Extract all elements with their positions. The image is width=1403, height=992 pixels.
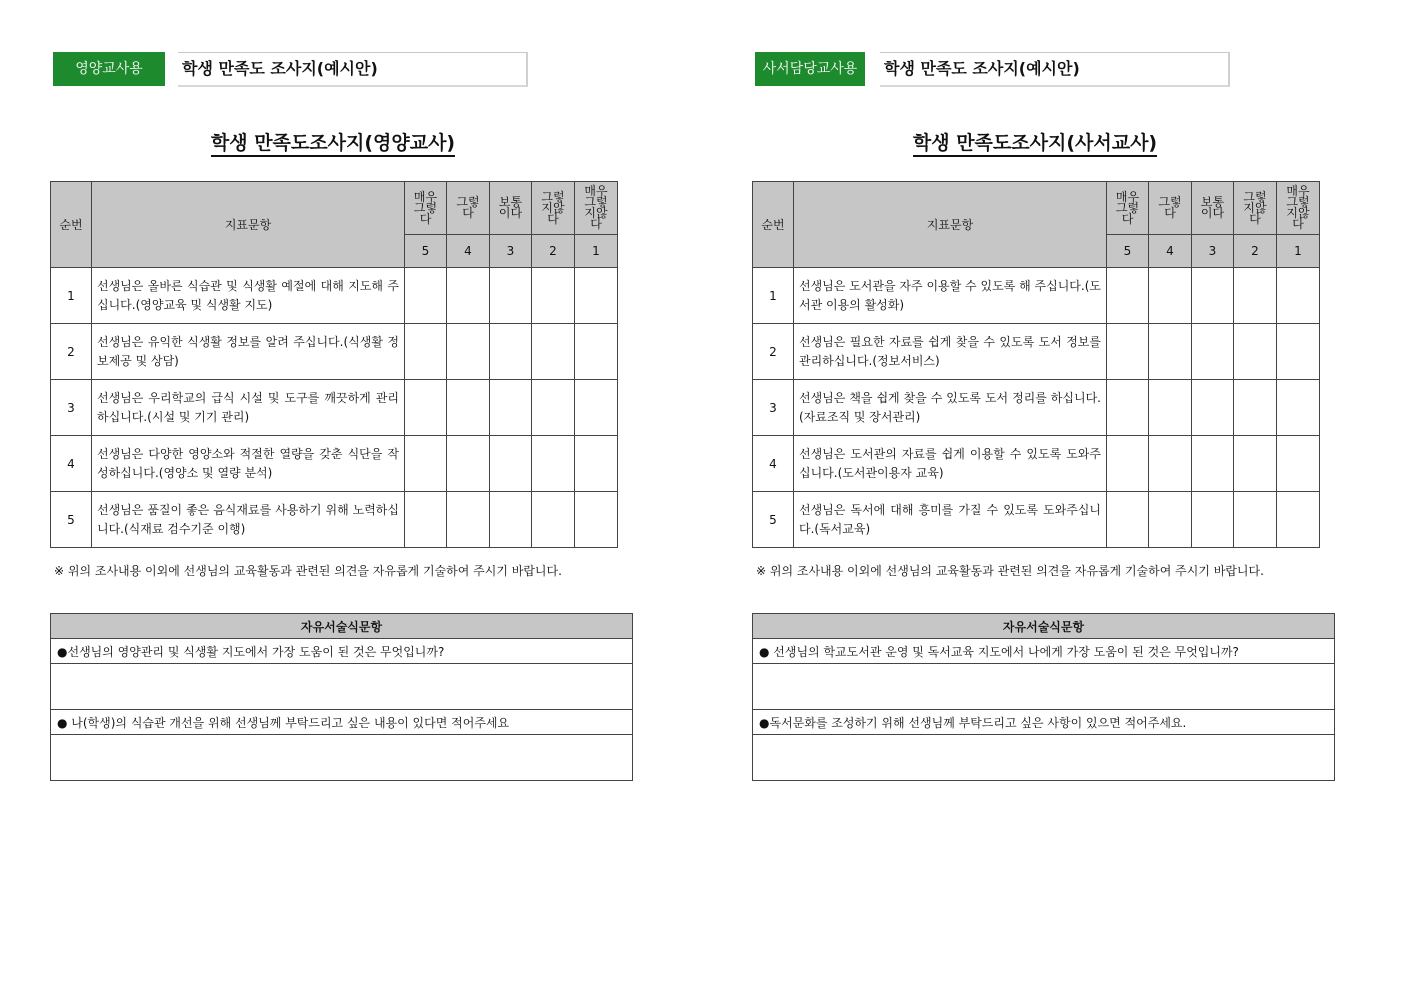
question-text: 선생님은 독서에 대해 흥미를 가질 수 있도록 도와주십니다.(독서교육) bbox=[794, 492, 1107, 548]
table-row bbox=[51, 436, 618, 492]
rating-cell[interactable] bbox=[1192, 380, 1234, 436]
scale-label: 그렇지않다 bbox=[532, 182, 575, 235]
table-row bbox=[753, 436, 1320, 492]
rating-cell[interactable] bbox=[575, 380, 618, 436]
rating-cell[interactable] bbox=[575, 492, 618, 548]
role-tag: 사서담당교사용 bbox=[755, 52, 865, 86]
row-number: 5 bbox=[51, 492, 92, 548]
instruction-note: ※ 위의 조사내용 이외에 선생님의 교육활동과 관련된 의견을 자유롭게 기술하여 주시기 바랍니다. bbox=[54, 564, 562, 578]
rating-cell[interactable] bbox=[1234, 436, 1277, 492]
question-text: 선생님은 올바른 식습관 및 식생활 예절에 대해 지도해 주십니다.(영양교육 및 식생활 지도) bbox=[92, 268, 405, 324]
question-text: 선생님은 책을 쉽게 찾을 수 있도록 도서 정리를 하십니다.(자료조직 및 장서관리) bbox=[794, 380, 1107, 436]
rating-cell[interactable] bbox=[405, 268, 447, 324]
scale-label: 보통이다 bbox=[1192, 182, 1234, 235]
col-header-no: 순번 bbox=[51, 182, 92, 268]
scale-value: 3 bbox=[490, 235, 532, 268]
role-tag: 영양교사용 bbox=[53, 52, 165, 86]
rating-cell[interactable] bbox=[1149, 436, 1192, 492]
question-text: 선생님은 품질이 좋은 음식재료를 사용하기 위해 노력하십니다.(식재료 검수기준 이행) bbox=[92, 492, 405, 548]
rating-cell[interactable] bbox=[575, 268, 618, 324]
rating-cell[interactable] bbox=[575, 436, 618, 492]
col-header-no: 순번 bbox=[753, 182, 794, 268]
rating-cell[interactable] bbox=[405, 324, 447, 380]
rating-cell[interactable] bbox=[490, 380, 532, 436]
row-number: 5 bbox=[753, 492, 794, 548]
rating-cell[interactable] bbox=[1149, 492, 1192, 548]
table-row bbox=[51, 380, 618, 436]
rating-cell[interactable] bbox=[1107, 492, 1149, 548]
rating-cell[interactable] bbox=[405, 436, 447, 492]
question-text: 선생님은 도서관을 자주 이용할 수 있도록 해 주십니다.(도서관 이용의 활성화) bbox=[794, 268, 1107, 324]
free-question-1: ● 선생님의 학교도서관 운영 및 독서교육 지도에서 나에게 가장 도움이 된 것은 무엇입니까? bbox=[753, 639, 1335, 664]
answer-area-1[interactable] bbox=[753, 664, 1335, 710]
scale-value: 2 bbox=[532, 235, 575, 268]
free-question-1: ●선생님의 영양관리 및 식생활 지도에서 가장 도움이 된 것은 무엇입니까? bbox=[51, 639, 633, 664]
table-row bbox=[753, 268, 1320, 324]
scale-value: 5 bbox=[405, 235, 447, 268]
scale-label: 그렇지않다 bbox=[1234, 182, 1277, 235]
form-header bbox=[53, 52, 525, 86]
instruction-note: ※ 위의 조사내용 이외에 선생님의 교육활동과 관련된 의견을 자유롭게 기술하여 주시기 바랍니다. bbox=[756, 564, 1264, 578]
free-response-table bbox=[50, 613, 633, 781]
row-number: 3 bbox=[753, 380, 794, 436]
table-row bbox=[753, 380, 1320, 436]
rating-cell[interactable] bbox=[532, 268, 575, 324]
table-row bbox=[753, 324, 1320, 380]
rating-cell[interactable] bbox=[1277, 436, 1320, 492]
rating-cell[interactable] bbox=[1107, 324, 1149, 380]
rating-cell[interactable] bbox=[575, 324, 618, 380]
rating-cell[interactable] bbox=[1192, 436, 1234, 492]
main-title: 학생 만족도조사지(사서교사) bbox=[752, 128, 1318, 155]
question-text: 선생님은 도서관의 자료를 쉽게 이용할 수 있도록 도와주십니다.(도서관이용자 교육) bbox=[794, 436, 1107, 492]
table-row bbox=[51, 492, 618, 548]
rating-cell[interactable] bbox=[1107, 268, 1149, 324]
scale-value: 3 bbox=[1192, 235, 1234, 268]
row-number: 4 bbox=[753, 436, 794, 492]
rating-cell[interactable] bbox=[447, 436, 490, 492]
rating-cell[interactable] bbox=[1277, 324, 1320, 380]
rating-cell[interactable] bbox=[447, 380, 490, 436]
rating-cell[interactable] bbox=[405, 380, 447, 436]
rating-cell[interactable] bbox=[1192, 492, 1234, 548]
answer-area-1[interactable] bbox=[51, 664, 633, 710]
scale-label: 그렇다 bbox=[1149, 182, 1192, 235]
row-number: 2 bbox=[51, 324, 92, 380]
col-header-item: 지표문항 bbox=[794, 182, 1107, 268]
scale-value: 2 bbox=[1234, 235, 1277, 268]
rating-cell[interactable] bbox=[1234, 380, 1277, 436]
rating-cell[interactable] bbox=[532, 492, 575, 548]
rating-cell[interactable] bbox=[1149, 268, 1192, 324]
main-title: 학생 만족도조사지(영양교사) bbox=[50, 128, 616, 155]
table-row bbox=[753, 492, 1320, 548]
row-number: 3 bbox=[51, 380, 92, 436]
rating-cell[interactable] bbox=[1234, 268, 1277, 324]
question-text: 선생님은 다양한 영양소와 적절한 열량을 갖춘 식단을 작성하십니다.(영양소 및 열량 분석) bbox=[92, 436, 405, 492]
rating-cell[interactable] bbox=[1149, 380, 1192, 436]
row-number: 1 bbox=[51, 268, 92, 324]
scale-label: 매우그렇지않다 bbox=[1277, 182, 1320, 235]
rating-cell[interactable] bbox=[1149, 324, 1192, 380]
row-number: 1 bbox=[753, 268, 794, 324]
rating-cell[interactable] bbox=[1234, 324, 1277, 380]
rating-cell[interactable] bbox=[1192, 268, 1234, 324]
survey-table bbox=[752, 181, 1320, 548]
free-question-2: ● 나(학생)의 식습관 개선을 위해 선생님께 부탁드리고 싶은 내용이 있다면 적어주세요 bbox=[51, 710, 633, 735]
scale-label: 매우그렇지않다 bbox=[575, 182, 618, 235]
rating-cell[interactable] bbox=[447, 324, 490, 380]
answer-area-2[interactable] bbox=[753, 735, 1335, 781]
rating-cell[interactable] bbox=[1107, 380, 1149, 436]
rating-cell[interactable] bbox=[405, 492, 447, 548]
table-row bbox=[51, 268, 618, 324]
scale-value: 1 bbox=[1277, 235, 1320, 268]
question-text: 선생님은 우리학교의 급식 시설 및 도구를 깨끗하게 관리하십니다.(시설 및 기기 관리) bbox=[92, 380, 405, 436]
header-title: 학생 만족도 조사지(예시안) bbox=[178, 52, 528, 87]
scale-label: 매우그렇다 bbox=[1107, 182, 1149, 235]
question-text: 선생님은 유익한 식생활 정보를 알려 주십니다.(식생활 정보제공 및 상담) bbox=[92, 324, 405, 380]
answer-area-2[interactable] bbox=[51, 735, 633, 781]
free-question-2: ●독서문화를 조성하기 위해 선생님께 부탁드리고 싶은 사항이 있으면 적어주세요. bbox=[753, 710, 1335, 735]
rating-cell[interactable] bbox=[490, 268, 532, 324]
rating-cell[interactable] bbox=[1234, 492, 1277, 548]
scale-value: 4 bbox=[447, 235, 490, 268]
col-header-item: 지표문항 bbox=[92, 182, 405, 268]
rating-cell[interactable] bbox=[490, 436, 532, 492]
rating-cell[interactable] bbox=[1277, 380, 1320, 436]
form-header bbox=[755, 52, 1227, 86]
scale-value: 4 bbox=[1149, 235, 1192, 268]
row-number: 4 bbox=[51, 436, 92, 492]
rating-cell[interactable] bbox=[490, 324, 532, 380]
rating-cell[interactable] bbox=[532, 436, 575, 492]
rating-cell[interactable] bbox=[1277, 268, 1320, 324]
header-title: 학생 만족도 조사지(예시안) bbox=[880, 52, 1230, 87]
scale-value: 1 bbox=[575, 235, 618, 268]
free-response-header: 자유서술식문항 bbox=[753, 614, 1335, 639]
table-row bbox=[51, 324, 618, 380]
rating-cell[interactable] bbox=[1192, 324, 1234, 380]
rating-cell[interactable] bbox=[532, 324, 575, 380]
rating-cell[interactable] bbox=[1277, 492, 1320, 548]
scale-label: 그렇다 bbox=[447, 182, 490, 235]
row-number: 2 bbox=[753, 324, 794, 380]
rating-cell[interactable] bbox=[490, 492, 532, 548]
free-response-header: 자유서술식문항 bbox=[51, 614, 633, 639]
question-text: 선생님은 필요한 자료를 쉽게 찾을 수 있도록 도서 정보를 관리하십니다.(정보서비스) bbox=[794, 324, 1107, 380]
rating-cell[interactable] bbox=[447, 268, 490, 324]
rating-cell[interactable] bbox=[1107, 436, 1149, 492]
scale-value: 5 bbox=[1107, 235, 1149, 268]
scale-label: 보통이다 bbox=[490, 182, 532, 235]
rating-cell[interactable] bbox=[447, 492, 490, 548]
survey-table bbox=[50, 181, 618, 548]
free-response-table bbox=[752, 613, 1335, 781]
rating-cell[interactable] bbox=[532, 380, 575, 436]
scale-label: 매우그렇다 bbox=[405, 182, 447, 235]
